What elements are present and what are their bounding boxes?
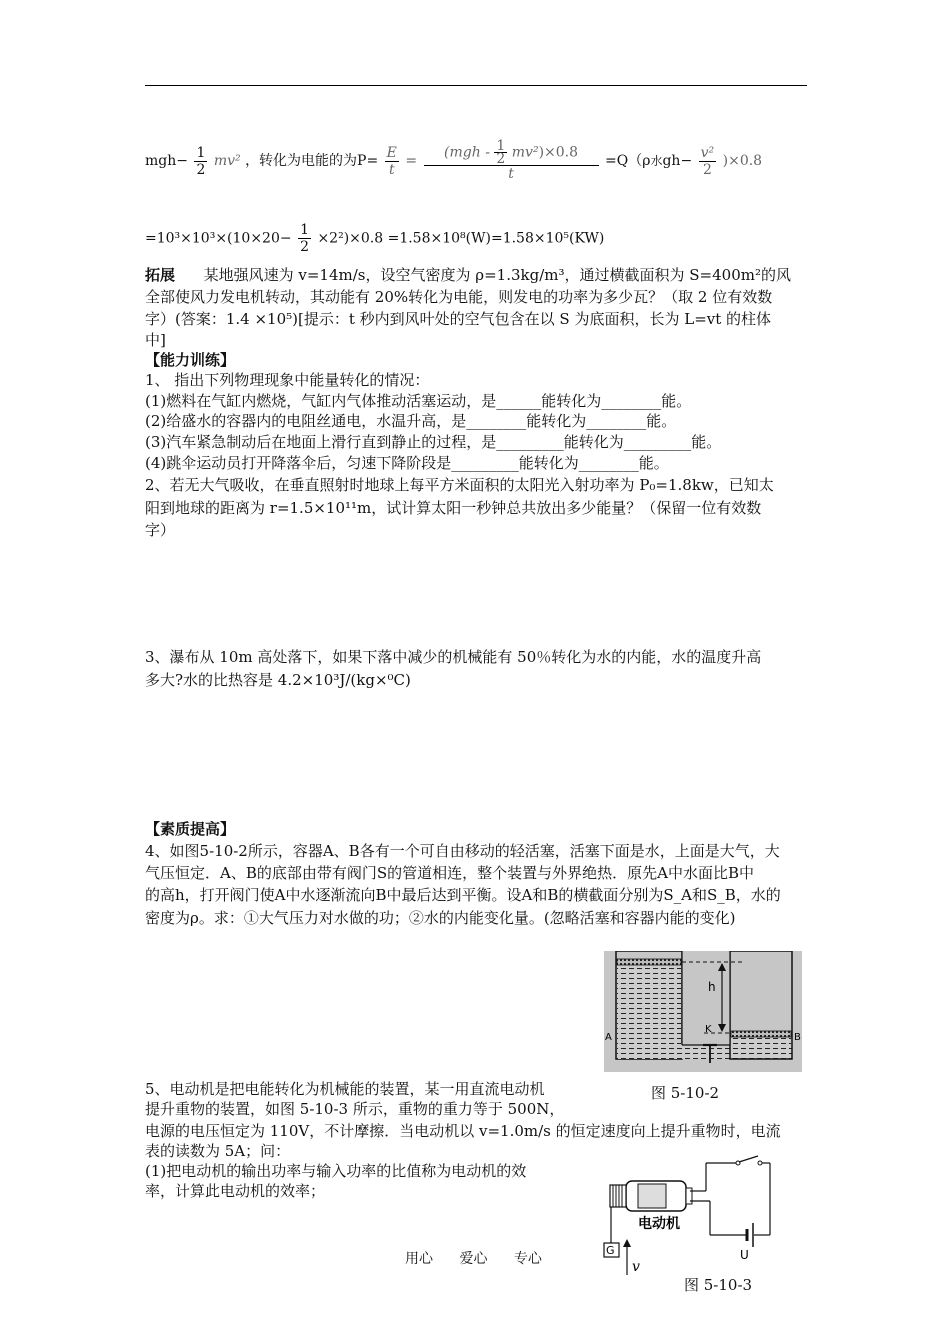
formula-text: )×0.8 [722,153,763,169]
figure-caption-5-10-3: 图 5-10-3 [684,1276,753,1294]
formula-text: mv² [213,153,241,169]
question-5-line-5: (1)把电动机的输出功率与输入功率的比值称为电动机的效 [145,1162,527,1180]
fraction-v2: $\frac{\text{v²}}{2}$ [700,144,715,178]
section-heading-quality: 【素质提高】 [145,820,236,838]
question-4-line-4: 密度为ρ。求：①大气压力对水做的功；②水的内能变化量。(忽略活塞和容器内能的变化) [145,909,736,927]
formula-text: ×2² [317,230,344,247]
label-k: K [705,1024,712,1035]
figure-caption-5-10-2: 图 5-10-2 [651,1084,720,1102]
formula-text: =10³×10³×(10×20− [145,230,292,247]
formula-text: mgh− [145,153,188,169]
formula-text: gh− [662,153,693,169]
section-heading-ability: 【能力训练】 [145,351,236,369]
question-1c: (3)汽车紧急制动后在地面上滑行直到静止的过程，是_________能转化为_________能。 [145,433,722,451]
question-4-line-1: 4、如图5-10-2所示，容器A、B各有一个可自由移动的轻活塞，活塞下面是水，上面是大气，大 [145,842,780,860]
question-5-line-2: 提升重物的装置，如图 5-10-3 所示，重物的重力等于 500N， [145,1100,565,1118]
label-b: B [794,1032,801,1043]
question-3-line-1: 3、瀑布从 10m 高处落下，如果下落中减少的机械能有 50％转化为水的内能，水的温度升高 [145,648,762,666]
question-2-line-3: 字） [145,521,176,539]
label-a: A [605,1032,612,1043]
figure-containers [604,951,802,1072]
question-1d: (4)跳伞运动员打开降落伞后，匀速下降阶段是_________能转化为________能。 [145,454,669,472]
extension-line-1 [145,264,791,286]
label-motor: 电动机 [638,1216,680,1232]
fraction-e-t: $\frac{E}{t}$ [386,144,397,178]
page-footer: 用心 爱心 专心 [405,1251,542,1267]
question-1a: (1)燃料在气缸内燃烧，气缸内气体推动活塞运动，是______能转化为________能。 [145,392,692,410]
extension-line-3: 字）(答案：1.4 ×10⁵)[提示：t 秒内到风叶处的空气包含在以 S 为底面积，长为 L=vt 的柱体 [145,310,772,328]
question-4-line-2: 气压恒定．A、B的底部由带有阀门S的管道相连，整个装置与外界绝热．原先A中水面比B中 [145,864,754,882]
label-v: v [632,1259,640,1275]
question-5-line-6: 率，计算此电动机的效率； [145,1182,326,1200]
label-g: G [606,1244,615,1257]
formula-result [145,222,604,255]
formula-text: =Q（ρ [605,153,651,169]
label-u: U [740,1248,749,1262]
header-rule [145,85,807,86]
label-h: h [708,980,716,994]
formula-text: 水 [650,154,663,168]
fraction-half: $\frac{1}{2}$ [300,222,309,255]
extension-line-2: 全部使风力发电机转动，其动能有 20%转化为电能，则发电的功率为多少瓦？（取 2 位有效数 [145,288,773,306]
question-4-line-3: 的高h，打开阀门使A中水逐渐流向B中最后达到平衡。设A和B的横截面分别为S_A和S_B，水的 [145,886,781,904]
fraction-half: $\frac{1}{2}$ [196,144,206,178]
fraction-power: (mgh - $\frac{1}{2}$ mv²)×0.8 t [424,140,599,182]
question-5-line-3: 电源的电压恒定为 110V，不计摩擦．当电动机以 v=1.0m/s 的恒定速度向上提升重物时，电流 [145,1122,781,1140]
question-5-line-4: 表的读数为 5A；问： [145,1142,291,1160]
formula-text: ，转化为电能的为P= [245,153,379,169]
question-3-line-2: 多大?水的比热容是 4.2×10³J/(kg×⁰C) [145,671,411,689]
question-2-line-1: 2、若无大气吸收，在垂直照射时地球上每平方米面积的太阳光入射功率为 P₀=1.8kw，已知太 [145,476,774,494]
figure-motor-circuit [600,1155,775,1280]
formula-power: mgh− $\frac{1}{2}$ mv² ，转化为电能的为P= $\frac{E}{t}$ = (mgh - $\frac{1}{2}$ mv²)×0.8 t =Q（ρ水gh− $\frac{\text{v²}}{2}$ )×0.8 [145,138,763,182]
extension-label: 拓展 [145,266,176,284]
question-5-line-1: 5、电动机是把电能转化为机械能的装置，某一用直流电动机 [145,1080,545,1098]
text: 某地强风速为 v=14m/s，设空气密度为 ρ=1.3kg/m³，通过横截面积为 S=400m²的风 [203,266,791,284]
formula-text: )×0.8 =1.58×10⁸(W)=1.58×10⁵(KW) [343,230,605,247]
question-1b: (2)给盛水的容器内的电阻丝通电，水温升高，是________能转化为________能。 [145,412,677,430]
question-2-line-2: 阳到地球的距离为 r=1.5×10¹¹m，试计算太阳一秒钟总共放出多少能量？（保留一位有效数 [145,499,762,517]
question-1: 1、 指出下列物理现象中能量转化的情况： [145,371,430,389]
extension-line-4: 中] [145,331,166,349]
